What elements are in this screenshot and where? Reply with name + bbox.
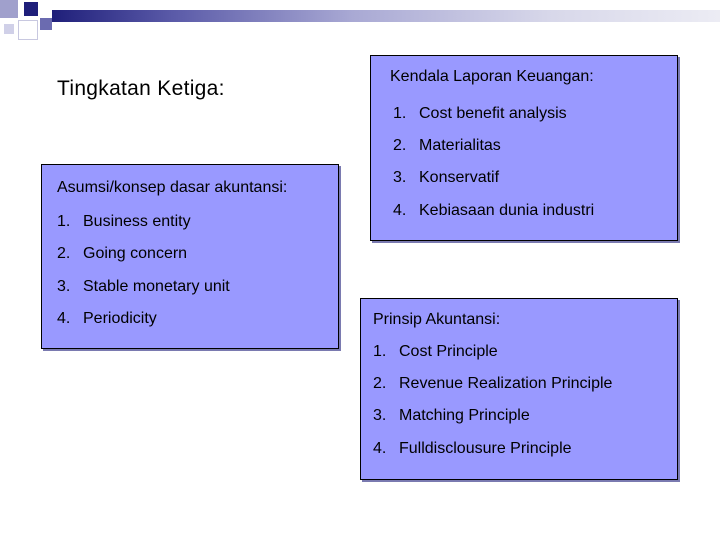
item-number: 3.	[57, 278, 71, 295]
list-item	[393, 137, 501, 155]
corner-square-2	[24, 2, 38, 16]
prinsip-heading: Prinsip Akuntansi:	[373, 311, 501, 328]
item-number: 1.	[393, 105, 407, 122]
asumsi-heading: Asumsi/konsep dasar akuntansi:	[57, 179, 288, 196]
list-item	[393, 169, 499, 187]
item-number: 3.	[393, 169, 407, 186]
item-text: Periodicity	[83, 310, 157, 327]
list-item	[373, 375, 612, 393]
corner-square-3	[40, 18, 52, 30]
item-number: 4.	[57, 310, 71, 327]
kendala-heading: Kendala Laporan Keuangan:	[390, 68, 594, 85]
list-item	[57, 310, 157, 328]
item-text: Materialitas	[419, 137, 501, 154]
item-number: 2.	[57, 245, 71, 262]
item-number: 4.	[393, 202, 407, 219]
asumsi-box	[41, 164, 339, 349]
item-text: Konservatif	[419, 169, 500, 186]
corner-square-1	[0, 0, 18, 18]
item-text: Cost Principle	[399, 343, 498, 360]
item-text: Cost benefit analysis	[419, 105, 567, 122]
prinsip-box	[360, 298, 678, 480]
item-number: 3.	[373, 407, 387, 424]
corner-square-4	[18, 20, 38, 40]
header-banner	[52, 10, 720, 22]
item-number: 4.	[373, 440, 387, 457]
list-item	[373, 343, 498, 361]
item-text: Matching Principle	[399, 407, 530, 424]
item-number: 1.	[57, 213, 71, 230]
list-item	[373, 407, 530, 425]
item-text: Revenue Realization Principle	[399, 375, 613, 392]
list-item	[57, 213, 191, 231]
list-item	[393, 202, 594, 220]
list-item	[393, 105, 567, 123]
item-text: Going concern	[83, 245, 188, 262]
item-number: 2.	[373, 375, 387, 392]
item-number: 2.	[393, 137, 407, 154]
item-text: Stable monetary unit	[83, 278, 230, 295]
slide-title: Tingkatan Ketiga:	[57, 77, 225, 100]
item-text: Kebiasaan dunia industri	[419, 202, 595, 219]
corner-square-5	[4, 24, 14, 34]
list-item	[57, 245, 187, 263]
list-item	[373, 440, 572, 458]
kendala-box	[370, 55, 678, 241]
item-text: Fulldisclousure Principle	[399, 440, 572, 457]
list-item	[57, 278, 230, 296]
item-number: 1.	[373, 343, 387, 360]
item-text: Business entity	[83, 213, 191, 230]
